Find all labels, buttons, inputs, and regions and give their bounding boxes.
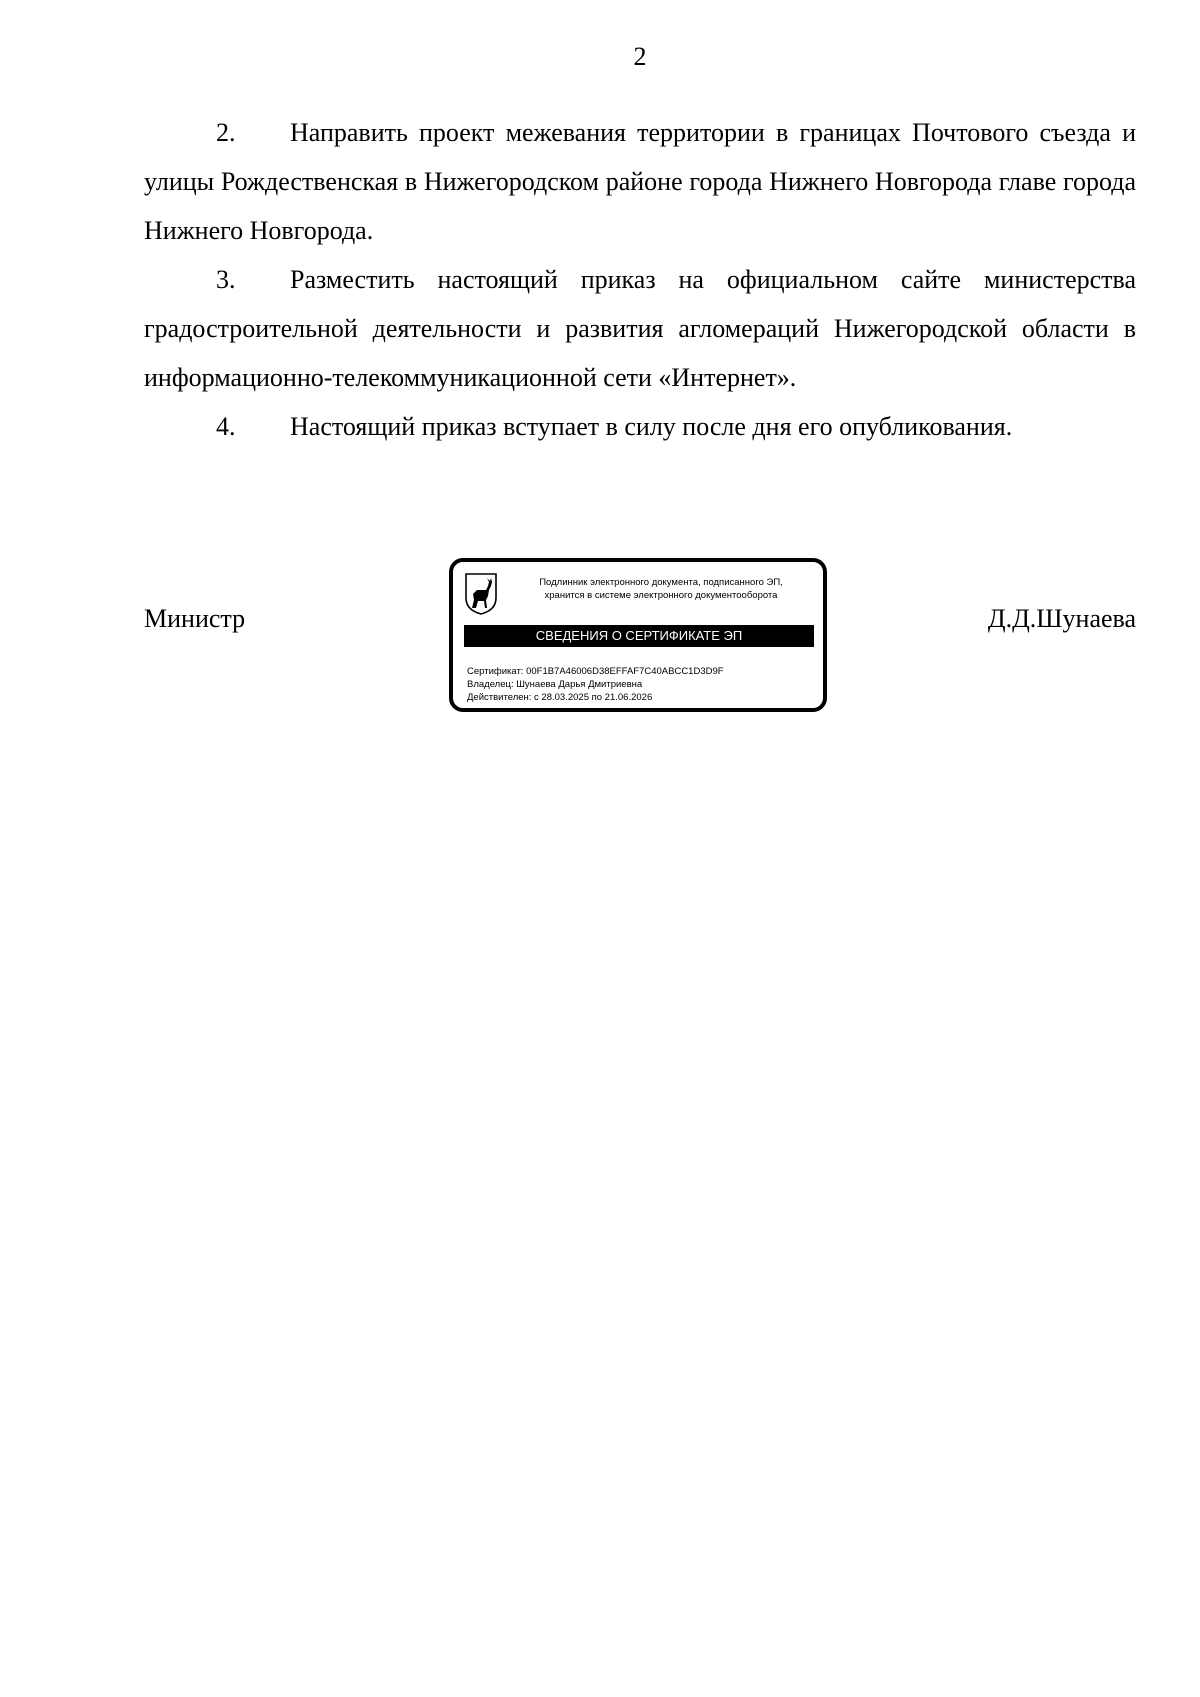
deer-emblem-icon	[464, 572, 498, 616]
paragraph-3	[144, 255, 1136, 402]
certificate-number: Сертификат: 00F1B7A46006D38EFFAF7C40ABCC1D3D9F	[467, 666, 724, 677]
signature-block	[144, 556, 1136, 720]
paragraph-4	[144, 402, 1136, 451]
paragraph-2	[144, 108, 1136, 255]
certificate-banner: СВЕДЕНИЯ О СЕРТИФИКАТЕ ЭП	[464, 625, 814, 647]
electronic-signature-stamp	[449, 558, 827, 712]
signatory-name: Д.Д.Шунаева	[987, 604, 1136, 633]
stamp-header	[503, 576, 819, 602]
certificate-details	[467, 665, 724, 704]
certificate-owner: Владелец: Шунаева Дарья Дмитриевна	[467, 679, 643, 690]
paragraph-number: 3.	[216, 265, 236, 294]
paragraph-text: Направить проект межевания территории в границах Почтового съезда и улицы Рождественская в Нижегородском районе города Нижнего Новгорода главе города Нижнего Новгорода.	[144, 118, 1136, 245]
paragraph-number: 4.	[216, 412, 236, 441]
signatory-title: Министр	[144, 604, 246, 633]
certificate-validity: Действителен: с 28.03.2025 по 21.06.2026	[467, 692, 653, 703]
stamp-header-line: хранится в системе электронного документооборота	[544, 590, 778, 601]
paragraph-number: 2.	[216, 118, 236, 147]
page-number: 2	[633, 42, 647, 71]
paragraph-text: Настоящий приказ вступает в силу после дня его опубликования.	[290, 412, 1013, 441]
paragraph-text: Разместить настоящий приказ на официальном сайте министерства градостроительной деятельности и развития агломераций Нижегородской области в информационно-телекоммуникационной сети «Интернет».	[144, 265, 1136, 392]
stamp-header-line: Подлинник электронного документа, подписанного ЭП,	[539, 577, 783, 588]
document-body	[144, 108, 1136, 451]
